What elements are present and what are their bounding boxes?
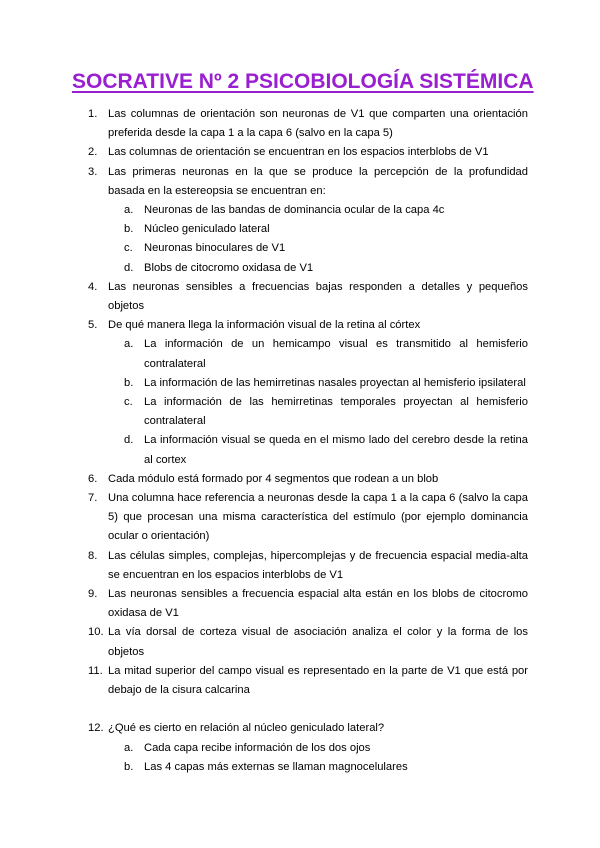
option-letter: c. xyxy=(124,396,133,409)
question-text: Una columna hace referencia a neuronas desde la capa 1 a la capa 6 (salvo la capa 5) que procesan una misma característica del estímulo (por ejemplo dominancia ocular o orientación) xyxy=(108,492,528,543)
question-number: 5. xyxy=(88,319,98,332)
question-number: 2. xyxy=(88,146,98,159)
question-text: La mitad superior del campo visual es representado en la parte de V1 que está por debajo de la cisura calcarina xyxy=(108,664,528,697)
option-item xyxy=(88,201,528,220)
question-number: 4. xyxy=(88,280,98,293)
question-text: Las neuronas sensibles a frecuencias bajas responden a detalles y pequeños objetos xyxy=(108,280,528,313)
question-text: Las neuronas sensibles a frecuencia espacial alta están en los blobs de citocromo oxidasa de V1 xyxy=(108,588,528,620)
option-item xyxy=(88,758,528,777)
option-letter: a. xyxy=(124,338,134,351)
option-text: La información de las hemirretinas nasales proyectan al hemisferio ipsilateral xyxy=(144,376,526,389)
blank-line xyxy=(88,700,528,719)
list-item xyxy=(88,105,528,143)
option-text: Cada capa recibe información de los dos ojos xyxy=(144,741,371,754)
option-text: Las 4 capas más externas se llaman magnocelulares xyxy=(144,760,408,773)
option-item xyxy=(88,259,528,278)
list-item xyxy=(88,470,528,489)
option-item xyxy=(88,374,528,393)
option-item xyxy=(88,431,528,469)
option-text: La información de un hemicampo visual es transmitido al hemisferio contralateral xyxy=(144,338,528,370)
list-item xyxy=(88,662,528,700)
option-text: Núcleo geniculado lateral xyxy=(144,223,270,236)
option-letter: a. xyxy=(124,741,134,754)
question-text: Las células simples, complejas, hipercomplejas y de frecuencia espacial media-alta se encuentran en los espacios interblobs de V1 xyxy=(108,549,528,581)
question-text: Cada módulo está formado por 4 segmentos que rodean a un blob xyxy=(108,472,439,485)
question-number: 11. xyxy=(88,664,103,677)
question-text: Las columnas de orientación se encuentran en los espacios interblobs de V1 xyxy=(108,146,489,159)
page-title: SOCRATIVE Nº 2 PSICOBIOLOGÍA SISTÉMICA xyxy=(72,70,534,93)
option-item xyxy=(88,239,528,258)
option-letter: d. xyxy=(124,434,134,447)
option-item xyxy=(88,393,528,431)
option-letter: c. xyxy=(124,242,133,255)
option-text: La información visual se queda en el mismo lado del cerebro desde la retina al cortex xyxy=(144,434,528,466)
option-item xyxy=(88,220,528,239)
question-number: 9. xyxy=(88,588,98,601)
question-number: 6. xyxy=(88,472,98,485)
list-item xyxy=(88,143,528,162)
list-item xyxy=(88,585,528,623)
question-number: 1. xyxy=(88,108,98,120)
option-letter: a. xyxy=(124,204,134,217)
question-text: La vía dorsal de corteza visual de asociación analiza el color y la forma de los objetos xyxy=(108,626,528,658)
question-text: Las primeras neuronas en la que se produce la percepción de la profundidad basada en la estereopsia se encuentran en: xyxy=(108,165,528,197)
list-item xyxy=(88,547,528,585)
question-text: Las columnas de orientación son neuronas de V1 que comparten una orientación preferida desde la capa 1 a la capa 6 (salvo en la capa 5) xyxy=(108,108,528,140)
option-text: Neuronas binoculares de V1 xyxy=(144,242,286,255)
question-text: ¿Qué es cierto en relación al núcleo geniculado lateral? xyxy=(108,722,385,735)
option-text: La información de las hemirretinas temporales proyectan al hemisferio contralateral xyxy=(144,396,528,428)
list-item xyxy=(88,316,528,335)
option-letter: b. xyxy=(124,760,134,773)
question-number: 3. xyxy=(88,165,98,178)
list-item xyxy=(88,278,528,316)
list-item xyxy=(88,489,528,547)
question-number: 8. xyxy=(88,549,98,562)
option-letter: b. xyxy=(124,223,134,236)
option-letter: b. xyxy=(124,376,134,389)
question-number: 12. xyxy=(88,722,104,735)
question-number: 7. xyxy=(88,492,98,505)
option-item xyxy=(88,739,528,758)
question-text: De qué manera llega la información visual de la retina al córtex xyxy=(108,319,421,332)
option-letter: d. xyxy=(124,261,134,274)
option-item xyxy=(88,335,528,373)
question-list xyxy=(88,105,528,777)
list-item xyxy=(88,163,528,201)
list-item xyxy=(88,719,528,738)
list-item xyxy=(88,623,528,661)
option-text: Blobs de citocromo oxidasa de V1 xyxy=(144,261,314,274)
option-text: Neuronas de las bandas de dominancia ocular de la capa 4c xyxy=(144,204,445,217)
question-number: 10. xyxy=(88,626,104,639)
